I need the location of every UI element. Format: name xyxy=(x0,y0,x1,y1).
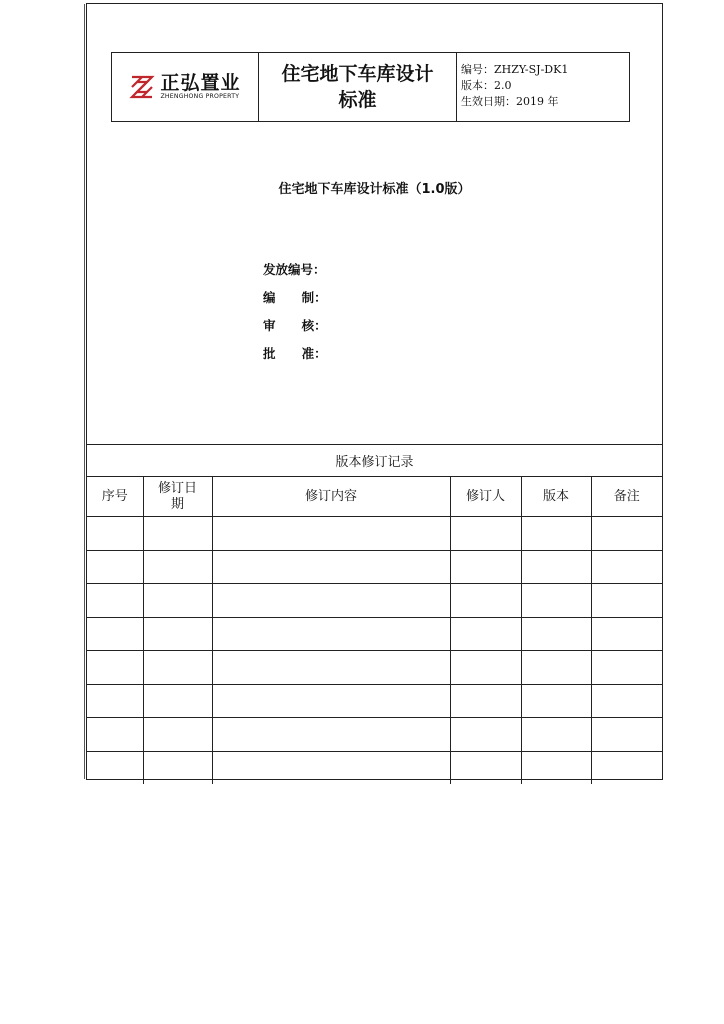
table-cell xyxy=(591,617,662,651)
table-cell xyxy=(87,751,143,784)
table-row xyxy=(87,718,662,752)
page-frame xyxy=(86,3,663,780)
approved-by-label: 批 准： xyxy=(263,346,327,361)
table-row xyxy=(87,617,662,651)
col-header-remarks: 备注 xyxy=(591,477,662,517)
table-cell xyxy=(212,584,450,618)
table-cell xyxy=(143,550,212,584)
table-cell xyxy=(450,718,521,752)
table-cell xyxy=(87,718,143,752)
effective-date: 生效日期：2019 年 xyxy=(461,95,559,108)
table-row xyxy=(87,517,662,551)
col-header-index: 序号 xyxy=(87,477,143,517)
table-cell xyxy=(450,651,521,685)
logo-cn-text: 正弘置业 xyxy=(160,72,241,94)
table-cell xyxy=(143,584,212,618)
table-cell xyxy=(521,617,591,651)
col-header-version: 版本 xyxy=(521,477,591,517)
table-cell xyxy=(591,517,662,551)
doc-code: 编号：ZHZY-SJ-DK1 xyxy=(461,63,569,76)
document-header xyxy=(111,52,630,122)
table-cell xyxy=(450,751,521,784)
table-cell xyxy=(521,718,591,752)
table-cell xyxy=(212,517,450,551)
header-title: 住宅地下车库设计标准 xyxy=(281,63,434,111)
compiled-by-label: 编 制： xyxy=(263,290,327,305)
revision-table xyxy=(87,444,662,784)
table-cell xyxy=(87,550,143,584)
table-cell xyxy=(591,684,662,718)
revision-table-header xyxy=(87,477,662,517)
header-meta xyxy=(457,53,629,121)
table-cell xyxy=(521,517,591,551)
table-cell xyxy=(212,684,450,718)
table-cell xyxy=(87,584,143,618)
doc-version: 版本：2.0 xyxy=(461,79,512,92)
table-cell xyxy=(450,584,521,618)
table-cell xyxy=(450,684,521,718)
company-logo xyxy=(112,53,259,121)
table-cell xyxy=(450,517,521,551)
revision-table-caption: 版本修订记录 xyxy=(87,445,662,477)
table-cell xyxy=(87,517,143,551)
table-cell xyxy=(87,651,143,685)
table-cell xyxy=(143,751,212,784)
col-header-content: 修订内容 xyxy=(212,477,450,517)
table-row xyxy=(87,751,662,784)
table-cell xyxy=(212,550,450,584)
approval-fields xyxy=(263,260,327,372)
document-title: 住宅地下车库设计标准（1.0版） xyxy=(278,182,471,197)
header-title-cell xyxy=(259,53,457,121)
table-cell xyxy=(450,617,521,651)
table-cell xyxy=(143,718,212,752)
table-cell xyxy=(450,550,521,584)
table-cell xyxy=(521,684,591,718)
table-cell xyxy=(143,651,212,685)
table-cell xyxy=(212,751,450,784)
table-cell xyxy=(591,718,662,752)
table-cell xyxy=(87,617,143,651)
table-row xyxy=(87,550,662,584)
table-row xyxy=(87,584,662,618)
table-cell xyxy=(87,684,143,718)
table-cell xyxy=(212,718,450,752)
table-cell xyxy=(521,550,591,584)
table-cell xyxy=(143,684,212,718)
table-cell xyxy=(143,617,212,651)
col-header-date: 修订日期 xyxy=(143,477,212,517)
table-cell xyxy=(212,651,450,685)
table-cell xyxy=(521,751,591,784)
table-row xyxy=(87,684,662,718)
reviewed-by-label: 审 核： xyxy=(263,318,327,333)
col-header-reviser: 修订人 xyxy=(450,477,521,517)
table-cell xyxy=(521,584,591,618)
logo-mark-icon xyxy=(129,74,155,100)
table-cell xyxy=(143,517,212,551)
table-cell xyxy=(591,751,662,784)
issue-number-label: 发放编号： xyxy=(263,262,326,277)
logo-en-text: ZHENGHONG PROPERTY xyxy=(160,93,240,100)
table-cell xyxy=(591,584,662,618)
table-cell xyxy=(212,617,450,651)
table-row xyxy=(87,651,662,685)
table-cell xyxy=(591,550,662,584)
table-cell xyxy=(521,651,591,685)
table-cell xyxy=(591,651,662,685)
